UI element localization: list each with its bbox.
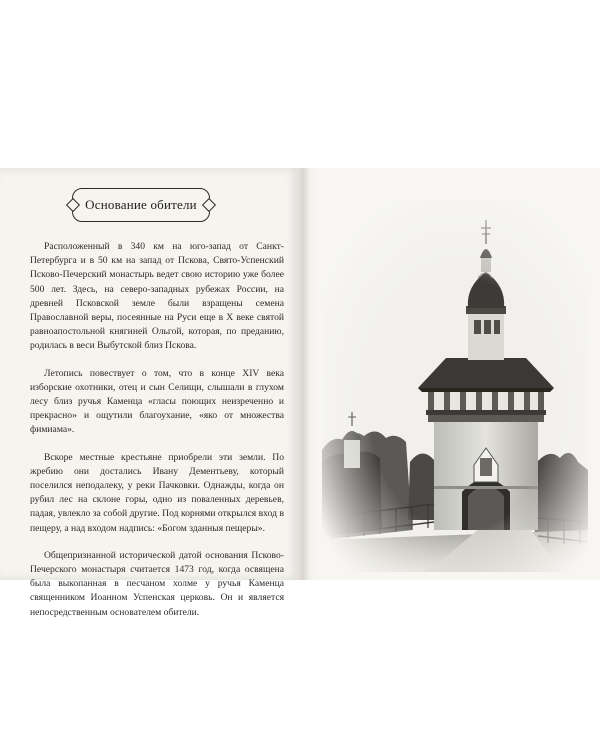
- body-text: [30, 240, 284, 633]
- book-spine: [296, 168, 314, 580]
- heading-frame: [72, 188, 210, 222]
- paragraph-2: Летопись повествует о том, что в конце XIV века изборские охотники, отец и сын Селищи, слышали в глухом лесу близ ручья Каменца «гласы поющих неизреченно и прекрасно» и ощутили благоухание, «яко от множества фимиама».: [30, 367, 284, 436]
- paragraph-3: Вскоре местные крестьяне приобрели эти земли. По жребию они достались Ивану Дементьеву, который поселился неподалеку, у реки Пачковки. Однажды, когда он рубил лес на склоне горы, одно из поваленных деревьев, падая, увлекло за собой другие. Под корнями открылся вход в пещеру, а над входом надпись: «Богом зданныя пещеры».: [30, 451, 284, 534]
- paragraph-1: Расположенный в 340 км на юго-запад от Санкт-Петербурга и в 50 км на запад от Пскова, Свято-Успенский Псково-Печерский монастырь ведет свою историю уже более 500 лет. Здесь, на северо-западных рубежах России, на древней Псковской земле были взращены семена Православной веры, посеянные на Руси еще в X веке святой равноапостольной княгиней Ольгой, которая, по преданию, родилась в веси Выбутской близ Пскова.: [30, 241, 284, 352]
- paragraph-4: Общепризнанной исторической датой основания Псково-Печерского монастыря считается 1473 год, когда освящена была выкопанная в песчаном холме у ручья Каменца священником Иоанном Успенская церковь. Он и является непосредственным основателем обители.: [30, 549, 284, 618]
- page-heading: Основание обители: [85, 197, 197, 212]
- monastery-gate-tower-photo: [322, 200, 588, 572]
